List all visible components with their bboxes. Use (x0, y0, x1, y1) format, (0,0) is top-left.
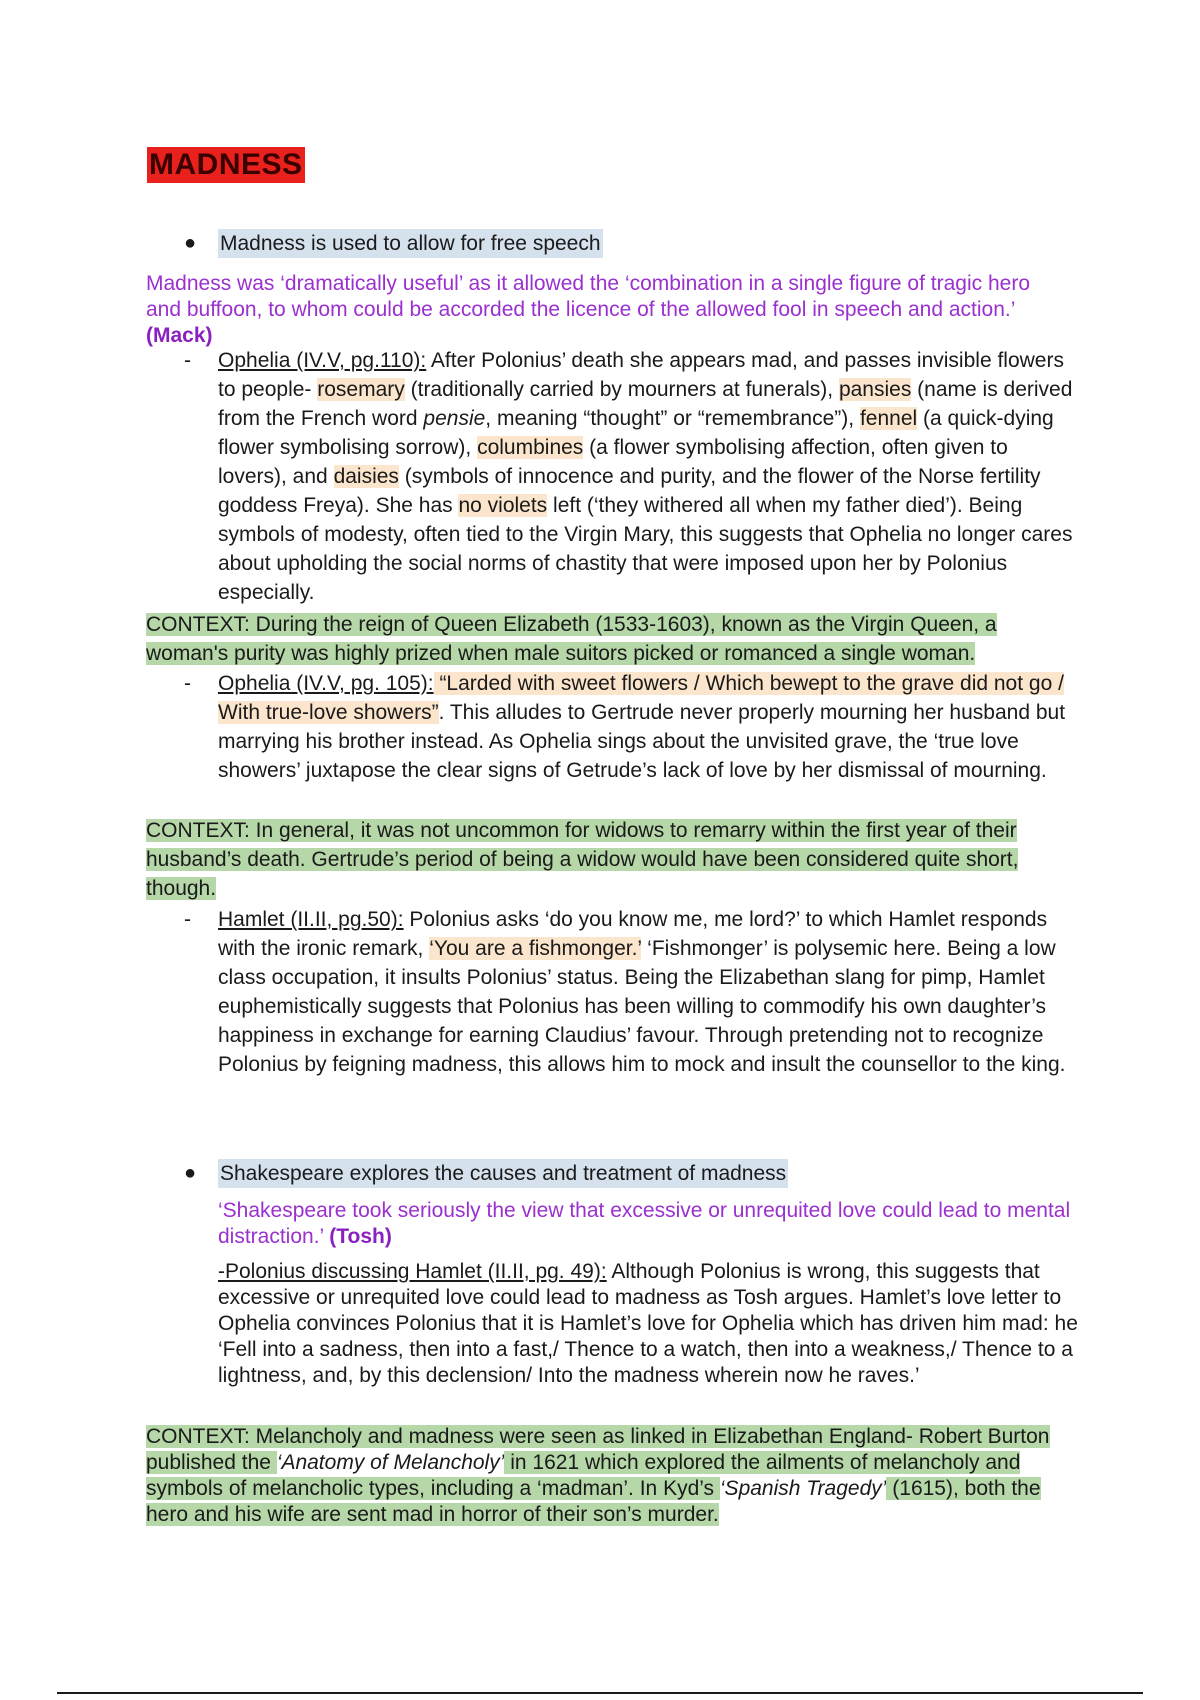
quote-citation: (Mack) (146, 324, 213, 347)
section-heading-text: Shakespeare explores the causes and treatment of madness (218, 1159, 788, 1188)
page-title: MADNESS (149, 148, 303, 181)
text-run: (a quick-dying flower symbolising sorrow), (218, 407, 1054, 459)
highlight-fennel: fennel (859, 407, 918, 430)
reference-link: -Polonius discussing Hamlet (II.II, pg. 49): (218, 1260, 607, 1283)
text-run: left (‘they withered all when my father died’). Being symbols of modesty, often tied to the Virgin Mary, this suggests that Ophelia no longer cares about upholding the social norms of chastity that were imposed upon her by Polonius especially. (218, 494, 1073, 604)
analysis-paragraph (218, 669, 1078, 785)
critic-quote-mack (146, 271, 1046, 349)
text-run: (name is derived from the French word (218, 378, 1073, 430)
text-run: . This alludes to Gertrude never properly mourning her husband but marrying his brother instead. As Ophelia sings about the unvisited grave, the ‘true love showers’ juxtapose the clear signs of Getrude’s lack of love by her dismissal of mourning. (218, 701, 1066, 782)
highlight-daisies: daisies (333, 465, 399, 488)
highlight-robert-burton: Robert Burton (918, 1425, 1050, 1448)
critic-quote-tosh (218, 1198, 1078, 1250)
text-run: ‘Fishmonger’ is polysemic here. Being a low class occupation, it insults Polonius’ status. Being the Elizabethan slang for pimp, Hamlet euphemistically suggests that Polonius has been willing to commodify his own daughter’s happiness in exchange for earning Claudius’ favour. Through pretending not to recognize Polonius by feigning madness, this allows him to mock and insult the counsellor to the king. (218, 937, 1066, 1076)
bullet-icon: ● (184, 1162, 197, 1184)
reference-link: Hamlet (II.II, pg.50): (218, 908, 404, 931)
context-box-virgin-queen (146, 610, 1066, 668)
text-run: (symbols of innocence and purity, and the flower of the Norse fertility goddess Freya). She has (218, 465, 1041, 517)
context-text: published the (146, 1451, 277, 1474)
dash-marker: - (184, 349, 191, 372)
page-bottom-rule (57, 1692, 1143, 1694)
reference-link: Ophelia (IV.V, pg.110): (218, 349, 427, 372)
text-run: , meaning “thought” or “remembrance”), (485, 407, 860, 430)
text-run: Although Polonius is wrong, this suggests that excessive or unrequited love could lead to madness as Tosh argues. Hamlet’s love letter to Ophelia convinces Polonius that it is Hamlet’s love for Ophelia which has driven him mad: he ‘Fell into a sadness, then into a fast,/ Thence to a watch, then into a weakness,/ Thence to a lightness, and, by this declension/ Into the madness wherein now he raves.’ (218, 1260, 1078, 1387)
text-run: Polonius asks ‘do you know me, me lord?’ to which Hamlet responds with the ironic remark, (218, 908, 1048, 960)
italic-title: ‘Spanish Tragedy’ (719, 1477, 887, 1500)
italic-word: pensie (423, 407, 486, 430)
highlight-pansies: pansies (838, 378, 912, 401)
analysis-paragraph (218, 1259, 1078, 1389)
bullet-icon: ● (184, 232, 197, 254)
dash-marker: - (184, 908, 191, 931)
quote-text: Madness was ‘dramatically useful’ as it allowed the ‘combination in a single figure of tragic hero and buffoon, to whom could be accorded the licence of the allowed fool in speech and action.’ (146, 272, 1030, 321)
analysis-paragraph (218, 346, 1078, 607)
context-text: (1615), both the hero and his wife are sent mad in horror of their son’s murder. (146, 1477, 1041, 1526)
highlight-no-violets: no violets (458, 494, 548, 517)
context-text: in 1621 which explored the ailments of melancholy and symbols of melancholic types, including a ‘madman’. In Kyd’s (146, 1451, 1021, 1500)
context-text: CONTEXT: Melancholy and madness were seen as linked in Elizabethan England- (146, 1425, 919, 1448)
highlight-rosemary: rosemary (317, 378, 405, 401)
dash-marker: - (184, 672, 191, 695)
highlight-quotation: “Larded with sweet flowers / Which bewept to the grave did not go / With true-love showers” (218, 672, 1064, 724)
text-run: (traditionally carried by mourners at funerals), (404, 378, 839, 401)
context-text: CONTEXT: In general, it was not uncommon for widows to remarry within the first year of their husband’s death. Gertrude’s period of being a widow would have been considered quite short, though. (146, 819, 1019, 900)
text-run: (a flower symbolising affection, often given to lovers), and (218, 436, 1008, 488)
context-box-melancholy (146, 1424, 1066, 1528)
analysis-paragraph (218, 905, 1078, 1079)
quote-text: ‘Shakespeare took seriously the view that excessive or unrequited love could lead to mental distraction.’ (218, 1199, 1071, 1248)
context-box-widows (146, 816, 1066, 903)
italic-title: ‘Anatomy of Melancholy’ (276, 1451, 505, 1474)
section-heading-text: Madness is used to allow for free speech (218, 229, 603, 258)
text-run: After Polonius’ death she appears mad, and passes invisible flowers to people- (218, 349, 1064, 401)
quote-citation: (Tosh) (329, 1225, 392, 1248)
highlight-fishmonger: ‘You are a fishmonger.’ (429, 937, 642, 960)
highlight-columbines: columbines (477, 436, 584, 459)
context-text: CONTEXT: During the reign of Queen Elizabeth (1533-1603), known as the Virgin Queen, a woman's purity was highly prized when male suitors picked or romanced a single woman. (146, 613, 997, 665)
reference-link: Ophelia (IV.V, pg. 105): (218, 672, 434, 695)
